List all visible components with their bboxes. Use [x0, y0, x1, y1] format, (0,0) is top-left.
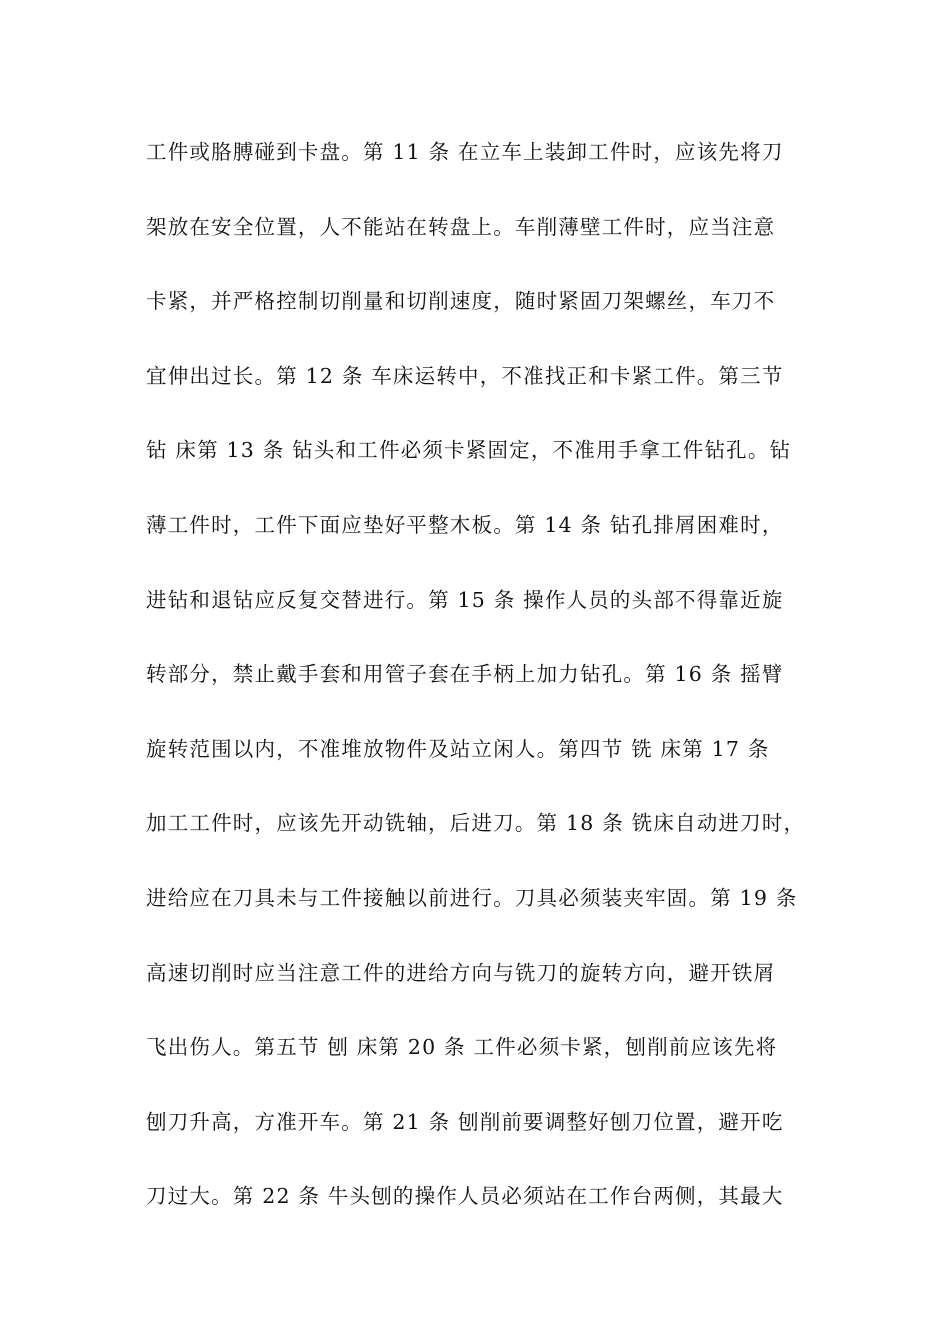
text-line: 刀过大。第 22 条 牛头刨的操作人员必须站在工作台两侧，其最大 [146, 1184, 784, 1209]
text-line: 转部分，禁止戴手套和用管子套在手柄上加力钻孔。第 16 条 摇臂 [146, 662, 784, 687]
text-line: 架放在安全位置，人不能站在转盘上。车削薄壁工件时，应当注意 [146, 214, 776, 239]
text-line: 旋转范围以内，不准堆放物件及站立闲人。第四节 铣 床第 17 条 [146, 736, 770, 761]
text-line: 卡紧，并严格控制切削量和切削速度，随时紧固刀架螺丝，车刀不 [146, 289, 776, 314]
text-line: 薄工件时，工件下面应垫好平整木板。第 14 条 钻孔排屑困难时， [146, 512, 784, 537]
text-line: 进给应在刀具未与工件接触以前进行。刀具必须装夹牢固。第 19 条 [146, 885, 798, 910]
body-text [146, 132, 846, 1251]
text-line: 宜伸出过长。第 12 条 车床运转中，不准找正和卡紧工件。第三节 [146, 363, 784, 388]
text-line: 刨刀升高，方准开车。第 21 条 刨削前要调整好刨刀位置，避开吃 [146, 1109, 784, 1134]
text-line: 高速切削时应当注意工件的进给方向与铣刀的旋转方向，避开铁屑 [146, 960, 776, 985]
text-line: 加工工件时，应该先开动铣轴，后进刀。第 18 条 铣床自动进刀时， [146, 811, 806, 836]
text-line: 飞出伤人。第五节 刨 床第 20 条 工件必须卡紧，刨削前应该先将 [146, 1035, 778, 1060]
text-line: 工件或胳膊碰到卡盘。第 11 条 在立车上装卸工件时，应该先将刀 [146, 140, 784, 164]
text-line: 钻 床第 13 条 钻头和工件必须卡紧固定，不准用手拿工件钻孔。钻 [146, 438, 792, 463]
text-line: 进钻和退钻应反复交替进行。第 15 条 操作人员的头部不得靠近旋 [146, 587, 784, 612]
